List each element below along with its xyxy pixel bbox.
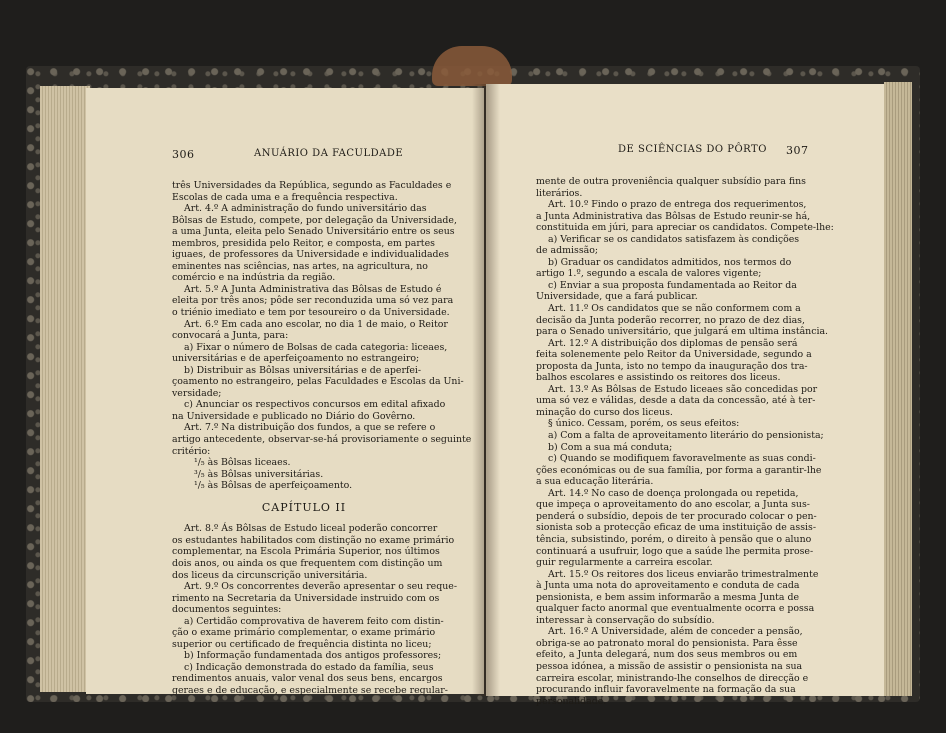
left-running-head: ANUÁRIO DA FACULDADE	[254, 148, 404, 159]
left-text-block	[172, 180, 472, 697]
right-line: Art. 13.º As Bôlsas de Estudo liceaes são concedidas por	[548, 383, 818, 395]
right-line: feita solenemente pelo Reitor da Universidade, segundo a	[536, 349, 812, 361]
right-line: Art. 15.º Os reitores dos liceus enviarão trimestralmente	[548, 568, 819, 580]
right-line: Art. 10.º Findo o prazo de entrega dos requerimentos,	[548, 199, 807, 211]
left-page-number: 306	[172, 148, 195, 161]
right-line: a) Verificar se os candidatos satisfazem às condições	[548, 233, 800, 245]
left-line: critério:	[172, 445, 211, 457]
right-line: decisão da Junta poderão recorrer, no prazo de dez dias,	[536, 314, 805, 326]
left-line: c) Indicação demonstrada do estado da família, seus	[184, 661, 434, 673]
left-line: comércio e na indústria da região.	[172, 272, 336, 284]
left-line: versidade;	[172, 387, 222, 399]
left-line: a uma Junta, eleita pelo Senado Universitário entre os seus	[172, 226, 455, 238]
left-line: çoamento no estrangeiro, pelas Faculdades e Escolas da Uni-	[172, 376, 464, 388]
right-line: pessoa idónea, a missão de assistir o pensionista na sua	[536, 660, 803, 672]
right-line: a Junta Administrativa das Bôlsas de Estudo reunir-se há,	[536, 210, 811, 222]
right-line: c) Enviar a sua proposta fundamentada ao Reitor da	[548, 279, 797, 291]
right-line: Art. 16.º A Universidade, além de conceder a pensão,	[548, 626, 803, 638]
right-line: constituida em júri, para apreciar os candidatos. Compete-lhe:	[536, 222, 834, 234]
right-line: penderá o subsídio, depois de ter procurado colocar o pen-	[536, 510, 817, 522]
right-line: minação do curso dos liceus.	[536, 406, 673, 418]
left-line: eleita por três anos; pôde ser reconduzida uma só vez para	[172, 295, 454, 307]
right-line: c) Quando se modifiquem favoravelmente as suas condi-	[548, 453, 816, 465]
left-line: Art. 9.º Os concorrentes deverão apresentar o seu reque-	[184, 581, 457, 593]
left-page-edges	[40, 86, 90, 692]
right-line: personalidade.	[536, 695, 607, 707]
right-line: tência, subsistindo, porém, o direito à pensão que o aluno	[536, 533, 812, 545]
left-line: a) Certidão comprovativa de haverem feito com distin-	[184, 615, 444, 627]
left-line: dois anos, ou ainda os que frequentem com distinção um	[172, 557, 443, 569]
right-line: interessar à conservação do subsídio.	[536, 614, 715, 626]
left-line: c) Anunciar os respectivos concursos em edital afixado	[184, 399, 446, 411]
right-line: continuará a usufruir, logo que a saúde lhe permita prose-	[536, 545, 814, 557]
right-line: guir regularmente a carreira escolar.	[536, 557, 713, 569]
left-line: ¹/₅ às Bôlsas liceaes.	[194, 457, 291, 469]
right-text-block	[536, 176, 834, 707]
right-line: literários.	[536, 187, 583, 199]
right-line: a) Com a falta de aproveitamento literário do pensionista;	[548, 430, 824, 442]
right-running-head: DE SCIÊNCIAS DO PÔRTO	[618, 144, 767, 155]
left-line: ção o exame primário complementar, o exame primário	[172, 627, 436, 639]
left-line: os estudantes habilitados com distinção no exame primário	[172, 534, 455, 546]
right-line: procurando influir favoravelmente na formação da sua	[536, 684, 796, 696]
left-line: geraes e de educação, e especialmente se recebe regular-	[172, 684, 448, 696]
right-line: artigo 1.º, segundo a escala de valores vigente;	[536, 268, 762, 280]
left-line: Art. 7.º Na distribuição dos fundos, a que se refere o	[184, 422, 436, 434]
right-line: Art. 14.º No caso de doença prolongada ou repetida,	[548, 487, 799, 499]
right-line: Universidade, que a fará publicar.	[536, 291, 698, 303]
right-line: mente de outra proveniência qualquer subsídio para fins	[536, 176, 806, 187]
right-line: a sua educação literária.	[536, 476, 654, 488]
left-line: a) Fixar o número de Bolsas de cada categoria: liceaes,	[184, 341, 448, 353]
right-line: obriga-se ao patronato moral do pensionista. Para êsse	[536, 637, 798, 649]
right-line: b) Com a sua má conduta;	[548, 441, 673, 453]
right-line: ções económicas ou de sua família, por forma a garantir-lhe	[536, 464, 822, 476]
right-line: carreira escolar, ministrando-lhe conselhos de direcção e	[536, 672, 809, 684]
right-line: efeito, a Junta delegará, num dos seus membros ou em	[536, 649, 798, 661]
spine-leather-tab	[432, 46, 512, 86]
left-line: dos liceus da circunscrição universitária.	[172, 569, 368, 581]
left-line: b) Distribuir as Bôlsas universitárias e de aperfei-	[184, 364, 422, 376]
right-page	[486, 84, 884, 707]
right-line: Art. 11.º Os candidatos que se não conformem com a	[548, 303, 801, 315]
right-line: para o Senado universitário, que julgará em ultima instância.	[536, 326, 829, 338]
right-line: uma só vez e válidas, desde a data da concessão, até à ter-	[536, 395, 816, 407]
left-line: b) Informação fundamentada dos antigos professores;	[184, 650, 442, 662]
right-line: balhos escolares e assistindo os reitores dos liceus.	[536, 372, 781, 384]
left-line: Art. 5.º A Junta Administrativa das Bôlsas de Estudo é	[184, 283, 442, 295]
right-line: proposta da Junta, isto no tempo da inauguração dos tra-	[536, 360, 808, 372]
right-page-number: 307	[786, 144, 809, 157]
left-line: Escolas de cada uma e a frequência respectiva.	[172, 191, 398, 203]
right-line: Art. 12.º A distribuição dos diplomas de pensão será	[548, 337, 798, 349]
right-line: à Junta uma nota do aproveitamento e conduta de cada	[536, 580, 800, 592]
left-line: o triénio imediato e tem por tesoureiro o da Universidade.	[172, 307, 450, 319]
left-line: membros, presidida pelo Reitor, e composta, em partes	[172, 237, 435, 249]
left-line: na Universidade e publicado no Diário do Govêrno.	[172, 410, 416, 422]
left-line: Art. 8.º Ás Bôlsas de Estudo liceal poderão concorrer	[184, 523, 438, 535]
right-line: de admissão;	[536, 245, 599, 257]
right-line: sionista sob a protecção eficaz de uma instituição de assis-	[536, 522, 816, 534]
left-line: Art. 6.º Em cada ano escolar, no dia 1 de maio, o Reitor	[184, 318, 448, 330]
right-line: § único. Cessam, porém, os seus efeitos:	[548, 418, 740, 430]
right-line: pensionista, e bem assim informarão a mesma Junta de	[536, 591, 800, 603]
left-line: universitárias e de aperfeiçoamento no estrangeiro;	[172, 353, 420, 365]
chapter-heading: CAPÍTULO II	[261, 500, 347, 514]
left-line: superior ou certificado de frequência distinta no liceu;	[172, 638, 432, 650]
left-page	[86, 88, 484, 694]
left-line: ¹/₅ às Bôlsas de aperfeiçoamento.	[194, 480, 353, 492]
left-line: três Universidades da República, segundo as Faculdades e	[172, 180, 452, 191]
left-line: eminentes nas sciências, nas artes, na agricultura, no	[172, 260, 428, 272]
left-line: rimento na Secretaria da Universidade instruido com os	[172, 592, 440, 604]
left-line: convocará a Junta, para:	[172, 330, 289, 342]
left-line: rendimentos anuais, valor venal dos seus bens, encargos	[172, 673, 443, 685]
right-line: b) Graduar os candidatos admitidos, nos termos do	[548, 256, 792, 268]
left-line: artigo antecedente, observar-se-há provisoriamente o seguinte	[172, 434, 472, 446]
left-line: ³/₅ às Bôlsas universitárias.	[194, 468, 324, 480]
left-line: documentos seguintes:	[172, 604, 282, 616]
left-line: Bôlsas de Estudo, compete, por delegação da Universidade,	[172, 214, 457, 226]
right-page-edges	[884, 82, 912, 696]
book-gutter	[472, 84, 500, 696]
left-line: iguaes, de professores da Universidade e individualidades	[172, 249, 449, 261]
left-line: complementar, na Escola Primária Superior, nos últimos	[172, 546, 440, 558]
left-line: Art. 4.º A administração do fundo universitário das	[184, 203, 427, 215]
right-line: qualquer facto anormal que eventualmente ocorra e possa	[536, 603, 815, 615]
right-line: que impeça o aproveitamento do ano escolar, a Junta sus-	[536, 499, 810, 511]
